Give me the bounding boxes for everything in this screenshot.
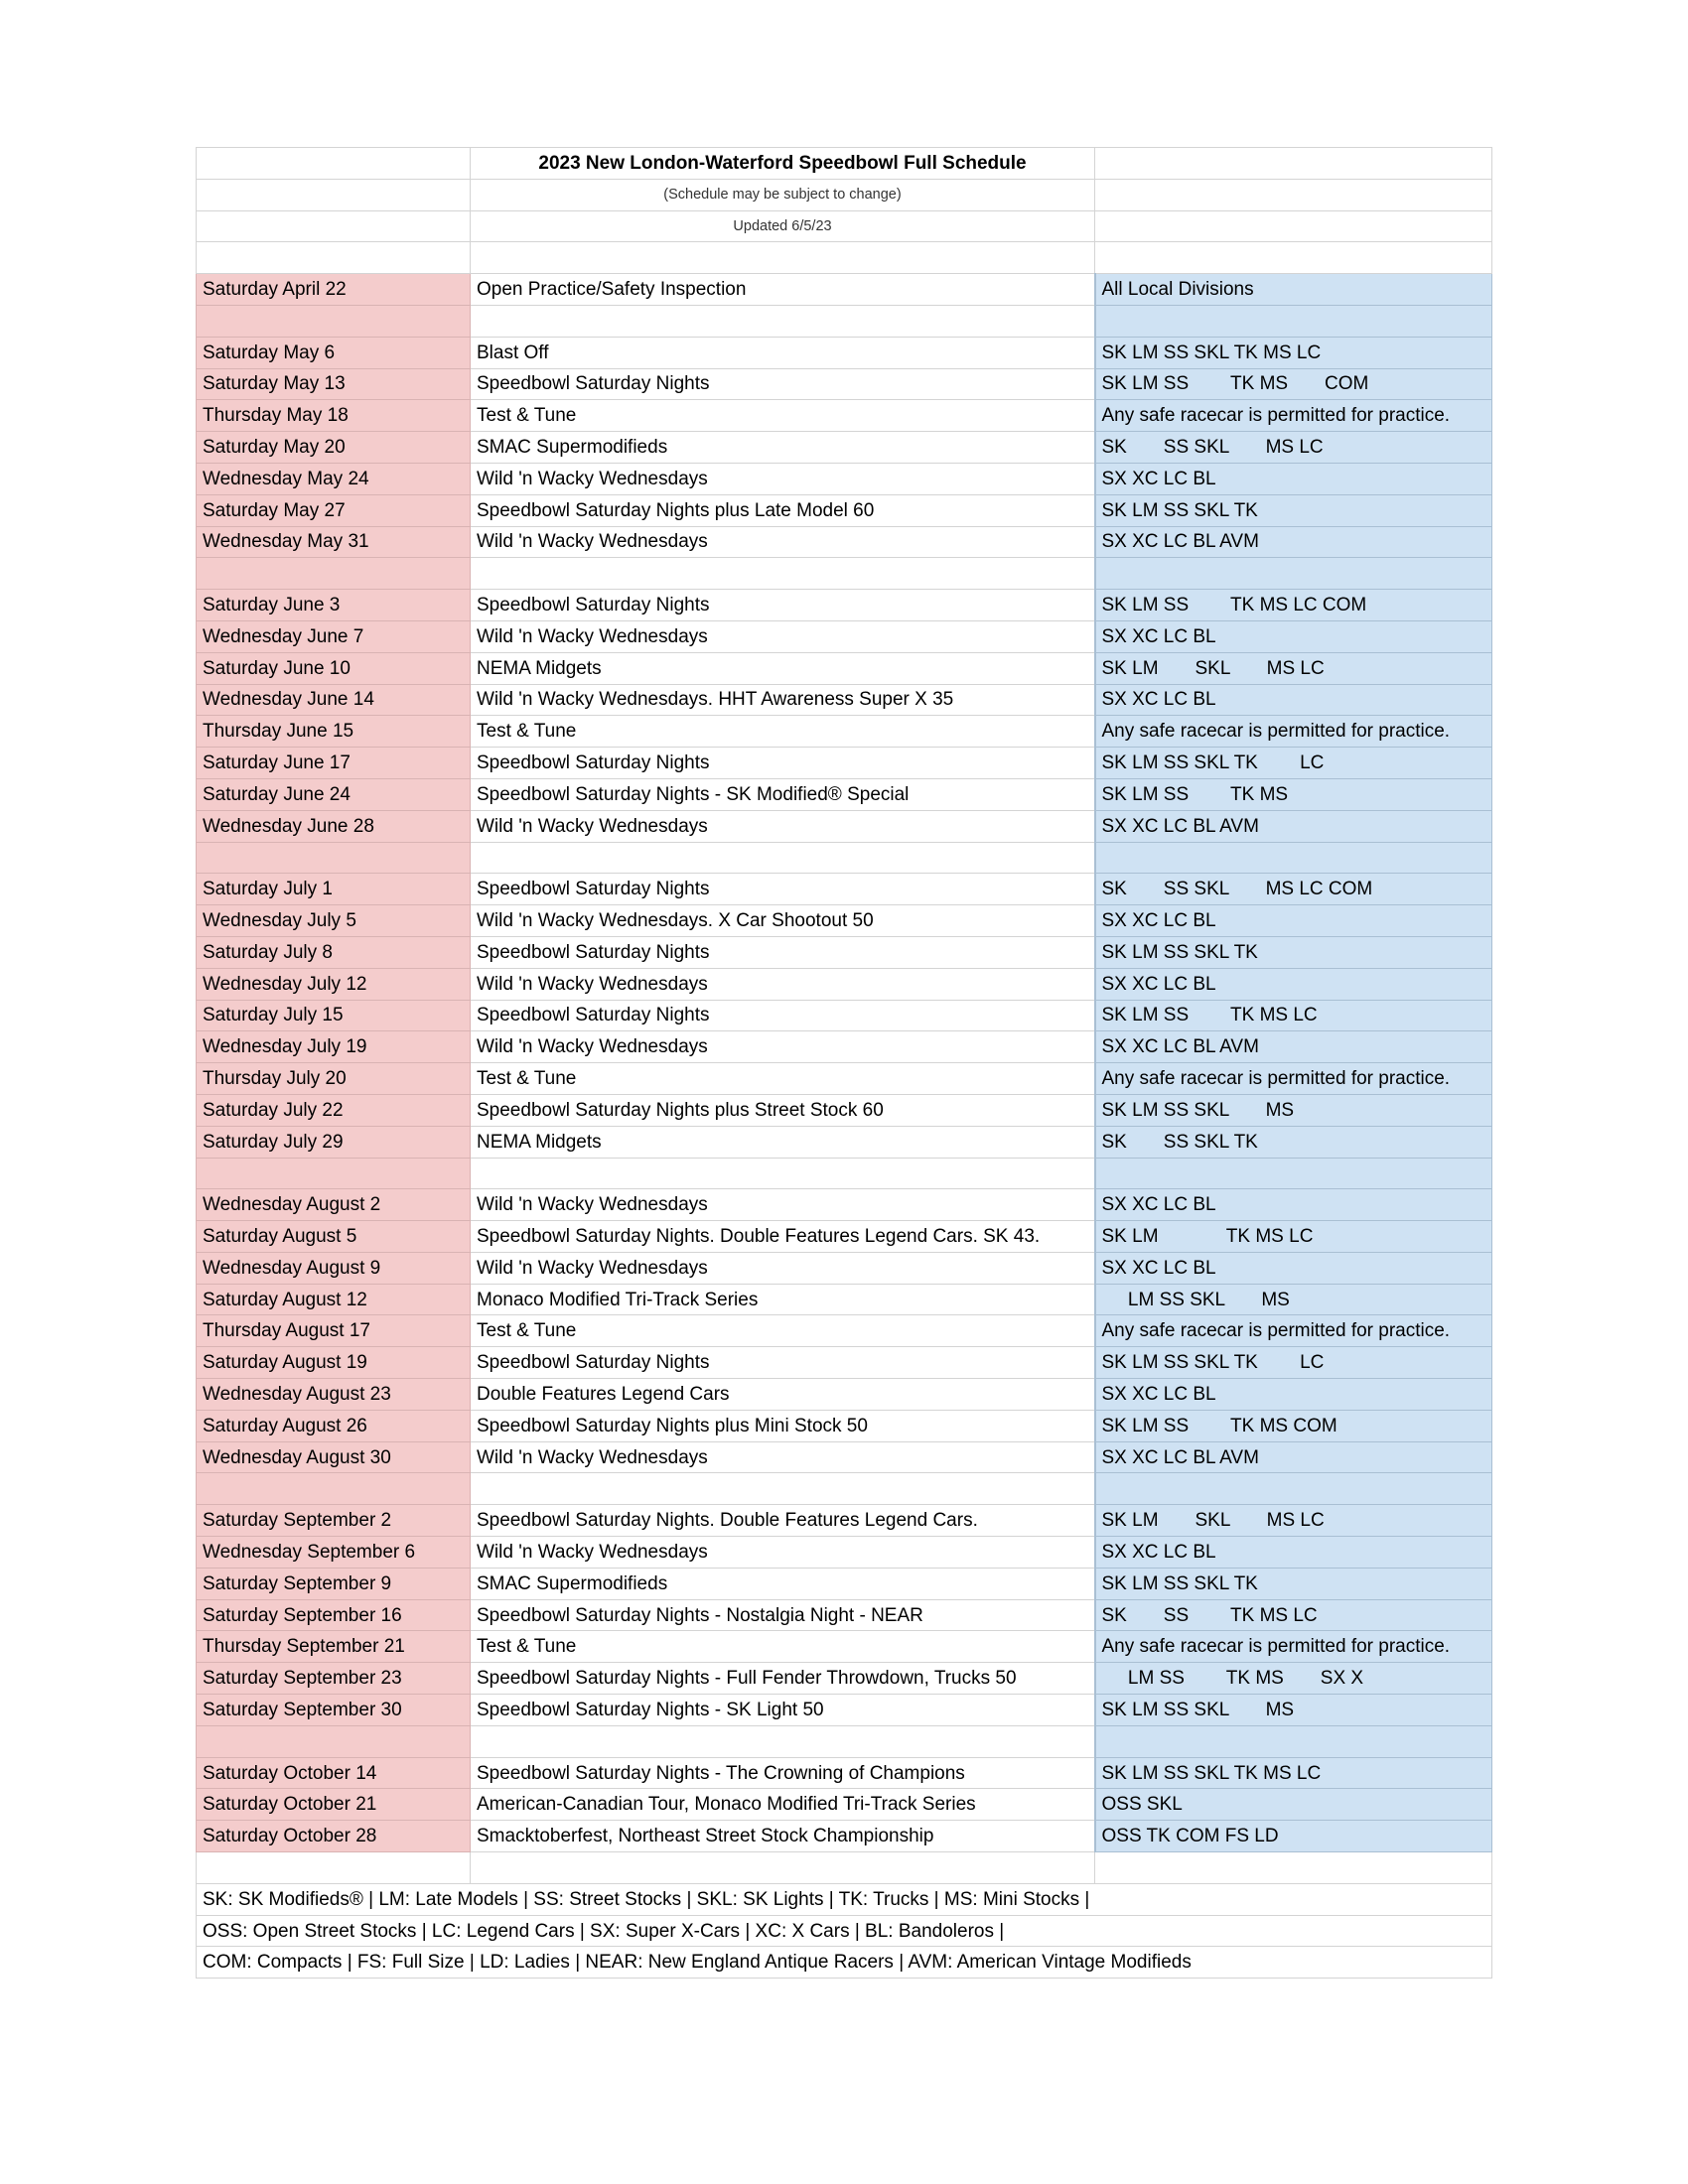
legend-row xyxy=(197,1947,1492,1979)
event-divisions: SX XC LC BL xyxy=(1095,968,1492,1000)
schedule-row xyxy=(197,1379,1492,1411)
empty-cell xyxy=(1095,179,1492,210)
event-divisions: Any safe racecar is permitted for practice. xyxy=(1095,716,1492,748)
blank-row xyxy=(197,242,1492,274)
empty-cell xyxy=(471,242,1095,274)
event-name: Speedbowl Saturday Nights. Double Features Legend Cars. xyxy=(471,1505,1095,1537)
event-name: Test & Tune xyxy=(471,716,1095,748)
schedule-row xyxy=(197,652,1492,684)
empty-cell xyxy=(197,242,471,274)
schedule-row xyxy=(197,1757,1492,1789)
event-divisions: SK LM SS TK MS LC xyxy=(1095,1000,1492,1031)
event-divisions: SK LM SS SKL TK LC xyxy=(1095,1347,1492,1379)
event-date: Wednesday August 9 xyxy=(197,1252,471,1284)
empty-cell xyxy=(471,305,1095,337)
event-date: Wednesday July 19 xyxy=(197,1031,471,1063)
empty-cell xyxy=(1095,305,1492,337)
event-date: Saturday June 3 xyxy=(197,590,471,621)
event-date: Wednesday September 6 xyxy=(197,1537,471,1569)
event-date: Saturday August 12 xyxy=(197,1284,471,1315)
event-date: Wednesday June 14 xyxy=(197,684,471,716)
event-divisions: SK LM SS SKL TK MS LC xyxy=(1095,1757,1492,1789)
event-date: Saturday May 13 xyxy=(197,368,471,400)
event-name: Speedbowl Saturday Nights - SK Modified® Special xyxy=(471,778,1095,810)
empty-cell xyxy=(197,1158,471,1189)
event-date: Wednesday July 5 xyxy=(197,905,471,937)
empty-cell xyxy=(471,842,1095,874)
event-name: Speedbowl Saturday Nights plus Street Stock 60 xyxy=(471,1094,1095,1126)
event-date: Wednesday August 2 xyxy=(197,1189,471,1221)
empty-cell xyxy=(197,305,471,337)
schedule-row xyxy=(197,400,1492,432)
schedule-row xyxy=(197,1221,1492,1253)
event-divisions: SK SS SKL MS LC xyxy=(1095,432,1492,464)
event-date: Saturday June 24 xyxy=(197,778,471,810)
event-name: SMAC Supermodifieds xyxy=(471,1568,1095,1599)
event-name: Speedbowl Saturday Nights xyxy=(471,936,1095,968)
schedule-row xyxy=(197,1094,1492,1126)
event-date: Saturday October 21 xyxy=(197,1789,471,1821)
event-divisions: SK LM SKL MS LC xyxy=(1095,1505,1492,1537)
event-name: Smacktoberfest, Northeast Street Stock Championship xyxy=(471,1821,1095,1852)
schedule-row xyxy=(197,874,1492,905)
event-name: Wild 'n Wacky Wednesdays xyxy=(471,810,1095,842)
schedule-row xyxy=(197,1441,1492,1473)
schedule-row xyxy=(197,1631,1492,1663)
event-name: Wild 'n Wacky Wednesdays xyxy=(471,1189,1095,1221)
empty-cell xyxy=(197,179,471,210)
event-name: Double Features Legend Cars xyxy=(471,1379,1095,1411)
event-name: Speedbowl Saturday Nights - The Crowning of Champions xyxy=(471,1757,1095,1789)
empty-cell xyxy=(1095,148,1492,180)
event-divisions: OSS TK COM FS LD xyxy=(1095,1821,1492,1852)
event-divisions: SX XC LC BL xyxy=(1095,463,1492,494)
event-divisions: SK LM SS SKL TK MS LC xyxy=(1095,337,1492,368)
event-date: Saturday July 22 xyxy=(197,1094,471,1126)
event-date: Saturday September 16 xyxy=(197,1599,471,1631)
event-date: Saturday August 26 xyxy=(197,1410,471,1441)
event-name: Wild 'n Wacky Wednesdays xyxy=(471,1031,1095,1063)
event-divisions: LM SS SKL MS xyxy=(1095,1284,1492,1315)
schedule-row xyxy=(197,716,1492,748)
event-name: Test & Tune xyxy=(471,400,1095,432)
event-divisions: SK LM SS TK MS LC COM xyxy=(1095,590,1492,621)
event-name: NEMA Midgets xyxy=(471,1126,1095,1158)
event-divisions: SK LM SS SKL TK LC xyxy=(1095,748,1492,779)
schedule-row xyxy=(197,1347,1492,1379)
spacer-row xyxy=(197,842,1492,874)
schedule-row xyxy=(197,337,1492,368)
event-divisions: SK LM SS SKL MS xyxy=(1095,1094,1492,1126)
empty-cell xyxy=(197,558,471,590)
empty-cell xyxy=(197,148,471,180)
event-date: Saturday July 1 xyxy=(197,874,471,905)
event-name: SMAC Supermodifieds xyxy=(471,432,1095,464)
event-name: Speedbowl Saturday Nights xyxy=(471,590,1095,621)
schedule-row xyxy=(197,1315,1492,1347)
spacer-row xyxy=(197,1158,1492,1189)
schedule-row xyxy=(197,368,1492,400)
updated-date: Updated 6/5/23 xyxy=(471,210,1095,242)
event-date: Wednesday July 12 xyxy=(197,968,471,1000)
event-name: Speedbowl Saturday Nights - SK Light 50 xyxy=(471,1695,1095,1726)
schedule-row xyxy=(197,1505,1492,1537)
event-date: Saturday May 6 xyxy=(197,337,471,368)
event-name: Wild 'n Wacky Wednesdays. HHT Awareness Super X 35 xyxy=(471,684,1095,716)
event-name: Wild 'n Wacky Wednesdays xyxy=(471,1252,1095,1284)
schedule-row xyxy=(197,432,1492,464)
schedule-row xyxy=(197,1063,1492,1095)
event-divisions: SK LM SS TK MS COM xyxy=(1095,1410,1492,1441)
event-divisions: SK LM SS SKL MS xyxy=(1095,1695,1492,1726)
event-date: Saturday July 15 xyxy=(197,1000,471,1031)
schedule-row xyxy=(197,1410,1492,1441)
schedule-row xyxy=(197,1599,1492,1631)
event-divisions: All Local Divisions xyxy=(1095,274,1492,306)
empty-cell xyxy=(197,1725,471,1757)
event-divisions: SK LM SS SKL TK xyxy=(1095,494,1492,526)
empty-cell xyxy=(1095,558,1492,590)
schedule-row xyxy=(197,778,1492,810)
blank-row xyxy=(197,1852,1492,1884)
schedule-row xyxy=(197,1568,1492,1599)
event-name: American-Canadian Tour, Monaco Modified Tri-Track Series xyxy=(471,1789,1095,1821)
event-name: Wild 'n Wacky Wednesdays xyxy=(471,968,1095,1000)
event-divisions: Any safe racecar is permitted for practice. xyxy=(1095,400,1492,432)
schedule-row xyxy=(197,620,1492,652)
spacer-row xyxy=(197,1725,1492,1757)
event-divisions: SK SS TK MS LC xyxy=(1095,1599,1492,1631)
event-date: Saturday July 8 xyxy=(197,936,471,968)
event-date: Saturday September 30 xyxy=(197,1695,471,1726)
spacer-row xyxy=(197,1473,1492,1505)
event-date: Saturday July 29 xyxy=(197,1126,471,1158)
empty-cell xyxy=(1095,242,1492,274)
event-date: Saturday September 9 xyxy=(197,1568,471,1599)
event-name: Wild 'n Wacky Wednesdays xyxy=(471,463,1095,494)
event-name: Speedbowl Saturday Nights. Double Features Legend Cars. SK 43. xyxy=(471,1221,1095,1253)
event-name: Speedbowl Saturday Nights xyxy=(471,368,1095,400)
event-name: Wild 'n Wacky Wednesdays xyxy=(471,526,1095,558)
event-name: Speedbowl Saturday Nights xyxy=(471,748,1095,779)
event-name: Speedbowl Saturday Nights plus Late Model 60 xyxy=(471,494,1095,526)
empty-cell xyxy=(471,1473,1095,1505)
event-divisions: SK SS SKL TK xyxy=(1095,1126,1492,1158)
event-divisions: SX XC LC BL xyxy=(1095,1537,1492,1569)
event-divisions: SX XC LC BL xyxy=(1095,620,1492,652)
event-date: Thursday August 17 xyxy=(197,1315,471,1347)
event-divisions: Any safe racecar is permitted for practice. xyxy=(1095,1631,1492,1663)
event-date: Thursday June 15 xyxy=(197,716,471,748)
event-date: Saturday May 27 xyxy=(197,494,471,526)
event-name: Test & Tune xyxy=(471,1315,1095,1347)
event-date: Wednesday August 23 xyxy=(197,1379,471,1411)
event-date: Wednesday May 31 xyxy=(197,526,471,558)
division-legend: OSS: Open Street Stocks | LC: Legend Cars | SX: Super X-Cars | XC: X Cars | BL: Bandoleros | xyxy=(197,1915,1492,1947)
event-divisions: SK LM SS SKL TK xyxy=(1095,1568,1492,1599)
event-name: Wild 'n Wacky Wednesdays xyxy=(471,1441,1095,1473)
event-divisions: SK LM SS TK MS COM xyxy=(1095,368,1492,400)
empty-cell xyxy=(197,1473,471,1505)
schedule-row xyxy=(197,494,1492,526)
event-date: Saturday October 28 xyxy=(197,1821,471,1852)
schedule-row xyxy=(197,968,1492,1000)
empty-cell xyxy=(1095,1725,1492,1757)
event-date: Saturday June 10 xyxy=(197,652,471,684)
event-date: Saturday August 19 xyxy=(197,1347,471,1379)
schedule-row xyxy=(197,1663,1492,1695)
event-date: Thursday September 21 xyxy=(197,1631,471,1663)
event-divisions: SX XC LC BL AVM xyxy=(1095,526,1492,558)
event-date: Wednesday August 30 xyxy=(197,1441,471,1473)
empty-cell xyxy=(1095,210,1492,242)
schedule-row xyxy=(197,810,1492,842)
event-divisions: SX XC LC BL AVM xyxy=(1095,1441,1492,1473)
event-date: Wednesday May 24 xyxy=(197,463,471,494)
schedule-row xyxy=(197,274,1492,306)
schedule-row xyxy=(197,590,1492,621)
event-name: Wild 'n Wacky Wednesdays xyxy=(471,620,1095,652)
event-divisions: SX XC LC BL AVM xyxy=(1095,810,1492,842)
event-date: Saturday October 14 xyxy=(197,1757,471,1789)
event-date: Saturday August 5 xyxy=(197,1221,471,1253)
schedule-subtitle: (Schedule may be subject to change) xyxy=(471,179,1095,210)
division-legend: SK: SK Modifieds® | LM: Late Models | SS: Street Stocks | SKL: SK Lights | TK: Trucks | MS: Mini Stocks | xyxy=(197,1883,1492,1915)
event-name: Speedbowl Saturday Nights - Nostalgia Night - NEAR xyxy=(471,1599,1095,1631)
schedule-row xyxy=(197,1000,1492,1031)
event-date: Saturday May 20 xyxy=(197,432,471,464)
schedule-row xyxy=(197,1252,1492,1284)
event-divisions: SK LM TK MS LC xyxy=(1095,1221,1492,1253)
schedule-row xyxy=(197,526,1492,558)
event-divisions: SX XC LC BL xyxy=(1095,1379,1492,1411)
spacer-row xyxy=(197,305,1492,337)
schedule-row xyxy=(197,1189,1492,1221)
event-name: Monaco Modified Tri-Track Series xyxy=(471,1284,1095,1315)
schedule-row xyxy=(197,748,1492,779)
event-divisions: SX XC LC BL xyxy=(1095,905,1492,937)
event-name: Test & Tune xyxy=(471,1631,1095,1663)
schedule-row xyxy=(197,1821,1492,1852)
schedule-title: 2023 New London-Waterford Speedbowl Full Schedule xyxy=(471,148,1095,180)
event-divisions: SK LM SS SKL TK xyxy=(1095,936,1492,968)
event-date: Thursday July 20 xyxy=(197,1063,471,1095)
event-date: Wednesday June 7 xyxy=(197,620,471,652)
event-name: Speedbowl Saturday Nights - Full Fender Throwdown, Trucks 50 xyxy=(471,1663,1095,1695)
event-name: Speedbowl Saturday Nights plus Mini Stock 50 xyxy=(471,1410,1095,1441)
event-date: Saturday September 23 xyxy=(197,1663,471,1695)
empty-cell xyxy=(197,210,471,242)
empty-cell xyxy=(1095,1158,1492,1189)
schedule-row xyxy=(197,684,1492,716)
event-name: Blast Off xyxy=(471,337,1095,368)
event-name: Speedbowl Saturday Nights xyxy=(471,1347,1095,1379)
event-divisions: Any safe racecar is permitted for practice. xyxy=(1095,1315,1492,1347)
division-legend: COM: Compacts | FS: Full Size | LD: Ladies | NEAR: New England Antique Racers | AVM: American Vintage Modifieds xyxy=(197,1947,1492,1979)
event-name: Speedbowl Saturday Nights xyxy=(471,1000,1095,1031)
empty-cell xyxy=(471,558,1095,590)
event-date: Wednesday June 28 xyxy=(197,810,471,842)
title-row xyxy=(197,148,1492,180)
event-divisions: SX XC LC BL xyxy=(1095,1252,1492,1284)
event-date: Saturday September 2 xyxy=(197,1505,471,1537)
event-date: Saturday April 22 xyxy=(197,274,471,306)
updated-row xyxy=(197,210,1492,242)
event-divisions: SK SS SKL MS LC COM xyxy=(1095,874,1492,905)
empty-cell xyxy=(1095,842,1492,874)
schedule-row xyxy=(197,1031,1492,1063)
empty-cell xyxy=(1095,1852,1492,1884)
subtitle-row xyxy=(197,179,1492,210)
schedule-row xyxy=(197,1789,1492,1821)
legend-row xyxy=(197,1915,1492,1947)
event-divisions: Any safe racecar is permitted for practice. xyxy=(1095,1063,1492,1095)
empty-cell xyxy=(471,1725,1095,1757)
schedule-row xyxy=(197,1537,1492,1569)
event-name: Test & Tune xyxy=(471,1063,1095,1095)
event-divisions: SK LM SS TK MS xyxy=(1095,778,1492,810)
event-divisions: LM SS TK MS SX X xyxy=(1095,1663,1492,1695)
event-divisions: SX XC LC BL xyxy=(1095,1189,1492,1221)
schedule-row xyxy=(197,936,1492,968)
event-divisions: SX XC LC BL AVM xyxy=(1095,1031,1492,1063)
event-date: Thursday May 18 xyxy=(197,400,471,432)
empty-cell xyxy=(471,1158,1095,1189)
legend-row xyxy=(197,1883,1492,1915)
spacer-row xyxy=(197,558,1492,590)
schedule-row xyxy=(197,905,1492,937)
event-date: Saturday June 17 xyxy=(197,748,471,779)
event-name: Open Practice/Safety Inspection xyxy=(471,274,1095,306)
event-name: NEMA Midgets xyxy=(471,652,1095,684)
event-name: Wild 'n Wacky Wednesdays. X Car Shootout 50 xyxy=(471,905,1095,937)
schedule-table xyxy=(196,147,1492,1979)
schedule-row xyxy=(197,1284,1492,1315)
empty-cell xyxy=(197,1852,471,1884)
event-divisions: OSS SKL xyxy=(1095,1789,1492,1821)
event-name: Wild 'n Wacky Wednesdays xyxy=(471,1537,1095,1569)
schedule-row xyxy=(197,463,1492,494)
empty-cell xyxy=(197,842,471,874)
empty-cell xyxy=(471,1852,1095,1884)
event-divisions: SX XC LC BL xyxy=(1095,684,1492,716)
event-name: Speedbowl Saturday Nights xyxy=(471,874,1095,905)
event-divisions: SK LM SKL MS LC xyxy=(1095,652,1492,684)
schedule-row xyxy=(197,1695,1492,1726)
empty-cell xyxy=(1095,1473,1492,1505)
schedule-row xyxy=(197,1126,1492,1158)
